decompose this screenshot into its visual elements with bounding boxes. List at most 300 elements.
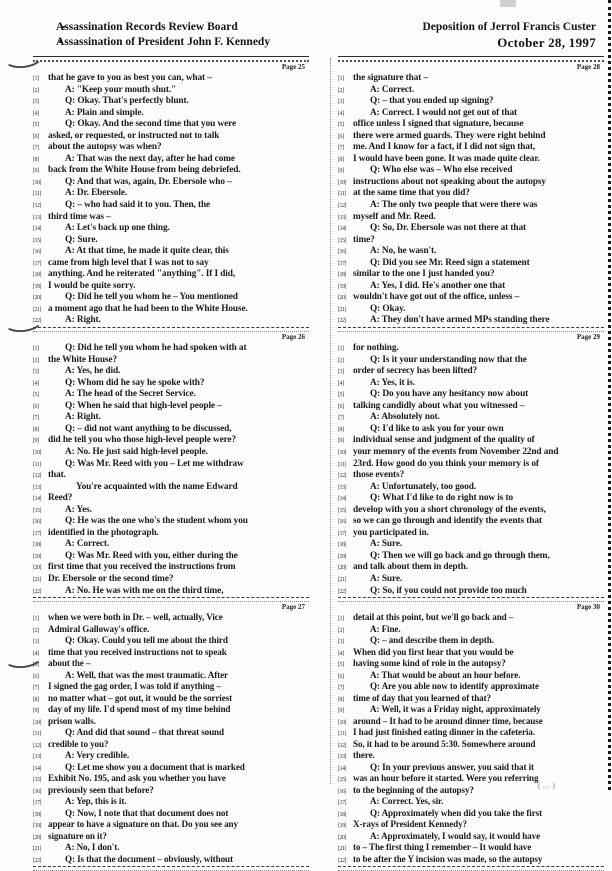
line-number: [7] bbox=[33, 145, 39, 152]
line-text: Q: Then we will go back and go through them, bbox=[370, 550, 550, 561]
line-number: [3] bbox=[33, 639, 39, 646]
line-text: Q: Did he tell you whom he – You mentioned bbox=[65, 292, 238, 303]
line-text: Admiral Galloway's office. bbox=[48, 623, 150, 634]
line-text: Q: Is it your understanding now that the bbox=[370, 354, 527, 365]
line-number: [15] bbox=[338, 237, 346, 244]
transcript-line bbox=[33, 188, 309, 200]
line-number: [6] bbox=[338, 133, 344, 140]
transcript-line bbox=[33, 119, 309, 131]
line-text: to – The first thing I remember – It would have bbox=[353, 842, 532, 853]
line-number: [11] bbox=[338, 191, 346, 198]
transcript-line bbox=[33, 470, 309, 482]
line-text: Q: When he said that high-level people – bbox=[65, 400, 222, 411]
line-text: you participated in. bbox=[353, 527, 429, 538]
line-text: A: Fine. bbox=[370, 623, 401, 634]
line-text: A: Correct. I would not get out of that bbox=[370, 107, 517, 118]
line-number: [8] bbox=[338, 696, 344, 703]
transcript-line bbox=[338, 539, 604, 551]
line-number: [3] bbox=[338, 99, 344, 106]
line-text: day of my life. I'd spend most of my time behind bbox=[48, 704, 231, 715]
transcript-line bbox=[33, 505, 309, 517]
line-number: [11] bbox=[33, 731, 41, 738]
line-number: [10] bbox=[338, 719, 346, 726]
line-text: A: Right. bbox=[65, 315, 101, 326]
transcript-line bbox=[33, 482, 309, 494]
transcript-line bbox=[33, 200, 309, 212]
transcript-line bbox=[338, 355, 604, 367]
org-name: Assassination Records Review Board bbox=[56, 21, 238, 33]
line-text: A: No. He just said high-level people. bbox=[65, 446, 208, 457]
line-text: A: Yep, this is it. bbox=[65, 796, 127, 807]
line-number: [22] bbox=[338, 857, 346, 864]
page-lines bbox=[33, 342, 309, 597]
line-number: [7] bbox=[338, 145, 344, 152]
line-text: myself and Mr. Reed. bbox=[353, 211, 436, 222]
transcript-line bbox=[33, 586, 309, 598]
page-number-label: Page 29 bbox=[576, 333, 600, 342]
line-text: time of day that you learned of that? bbox=[353, 692, 491, 703]
line-text: individual sense and judgment of the quality of bbox=[353, 435, 535, 446]
line-number: [12] bbox=[338, 742, 346, 749]
line-number: [5] bbox=[33, 662, 39, 669]
transcript-line bbox=[33, 797, 309, 809]
line-number: [9] bbox=[33, 708, 39, 715]
transcript-line bbox=[33, 212, 309, 224]
line-number: [14] bbox=[33, 226, 41, 233]
line-number: [13] bbox=[338, 214, 346, 221]
transcript-line bbox=[33, 165, 309, 177]
line-number: [15] bbox=[33, 507, 41, 514]
line-number: [20] bbox=[33, 834, 41, 841]
transcript-column-right bbox=[338, 56, 604, 871]
line-number: [22] bbox=[33, 588, 41, 595]
line-text: Q: So, Dr. Ebersole was not there at that bbox=[370, 223, 527, 234]
page-lines bbox=[338, 342, 604, 597]
transcript-line bbox=[33, 366, 309, 378]
line-text: Q: So, if you could not provide too much bbox=[370, 585, 527, 596]
line-text: A: Approximately, I would say, it would have bbox=[370, 830, 541, 841]
line-number: [22] bbox=[33, 857, 41, 864]
transcript-line bbox=[33, 528, 309, 540]
line-number: [7] bbox=[338, 415, 344, 422]
line-number: [17] bbox=[33, 530, 41, 537]
line-number: [13] bbox=[33, 754, 41, 761]
line-text: Q: Do you have any hesitancy now about bbox=[370, 389, 529, 400]
line-number: [19] bbox=[338, 823, 346, 830]
line-text: about the – bbox=[48, 658, 91, 669]
line-text: A: The only two people that were there was bbox=[370, 200, 538, 211]
line-number: [9] bbox=[338, 708, 344, 715]
line-text: A: Yes, it is. bbox=[370, 377, 415, 388]
page-section bbox=[33, 597, 309, 866]
line-number: [15] bbox=[338, 507, 346, 514]
line-number: [9] bbox=[33, 438, 39, 445]
line-number: [14] bbox=[338, 765, 346, 772]
line-text: A: Well, that was the most traumatic. After bbox=[65, 669, 228, 680]
transcript-line bbox=[338, 774, 604, 786]
line-text: A: Unfortunately, too good. bbox=[370, 481, 477, 492]
line-text: develop with you a short chronology of the events, bbox=[353, 504, 546, 515]
line-number: [3] bbox=[338, 369, 344, 376]
line-text: A: Correct. bbox=[370, 84, 415, 95]
transcript-line bbox=[33, 343, 309, 355]
transcript-line bbox=[338, 235, 604, 247]
line-number: [10] bbox=[338, 449, 346, 456]
line-text: first time that you received the instructions from bbox=[48, 562, 236, 573]
line-text: Q: – who had said it to you. Then, the bbox=[65, 200, 211, 211]
transcript-line bbox=[338, 258, 604, 270]
line-text: Q: Are you able now to identify approximate bbox=[370, 681, 539, 692]
scan-smudge bbox=[500, 0, 516, 7]
transcript-line bbox=[33, 378, 309, 390]
transcript-line bbox=[338, 740, 604, 752]
line-number: [11] bbox=[33, 191, 41, 198]
line-number: [20] bbox=[338, 565, 346, 572]
line-text: around – It had to be around dinner time, because bbox=[353, 715, 543, 726]
line-text: for nothing. bbox=[353, 343, 399, 354]
transcript-line bbox=[33, 412, 309, 424]
line-number: [7] bbox=[33, 415, 39, 422]
line-number: [21] bbox=[338, 306, 346, 313]
transcript-line bbox=[33, 355, 309, 367]
line-number: [5] bbox=[338, 662, 344, 669]
line-text: order of secrecy has been lifted? bbox=[353, 366, 478, 377]
line-number: [12] bbox=[33, 473, 41, 480]
line-text: Exhibit No. 195, and ask you whether you have bbox=[48, 773, 226, 784]
line-number: [18] bbox=[338, 811, 346, 818]
line-number: [21] bbox=[33, 846, 41, 853]
line-number: [18] bbox=[338, 272, 346, 279]
transcript-line bbox=[33, 281, 309, 293]
line-text: prison walls. bbox=[48, 715, 96, 726]
transcript-line bbox=[33, 855, 309, 867]
line-number: [20] bbox=[33, 565, 41, 572]
line-number: [20] bbox=[33, 295, 41, 302]
transcript-line bbox=[338, 142, 604, 154]
line-number: [8] bbox=[33, 426, 39, 433]
transcript-line bbox=[338, 482, 604, 494]
document-header-right bbox=[422, 20, 596, 50]
transcript-column-left bbox=[33, 56, 309, 871]
line-text: A: Dr. Ebersole. bbox=[65, 188, 128, 199]
page-lines bbox=[33, 72, 309, 327]
transcript-line bbox=[33, 435, 309, 447]
line-number: [21] bbox=[33, 576, 41, 583]
line-number: [19] bbox=[338, 553, 346, 560]
line-text: A: Yes. bbox=[65, 504, 92, 515]
line-number: [2] bbox=[338, 87, 344, 94]
deposition-date: October 28, 1997 bbox=[497, 35, 596, 50]
transcript-line bbox=[338, 832, 604, 844]
line-number: [16] bbox=[33, 519, 41, 526]
line-number: [15] bbox=[338, 777, 346, 784]
transcript-line bbox=[338, 108, 604, 120]
transcript-line bbox=[33, 613, 309, 625]
line-number: [20] bbox=[338, 295, 346, 302]
line-number: [8] bbox=[338, 426, 344, 433]
transcript-line bbox=[338, 505, 604, 517]
line-text: A: Sure. bbox=[370, 573, 403, 584]
line-number: [17] bbox=[338, 800, 346, 807]
line-number: [16] bbox=[338, 249, 346, 256]
transcript-line bbox=[33, 516, 309, 528]
line-text: and talk about them in depth. bbox=[353, 562, 468, 573]
line-text: Q: He was the one who's the student whom you bbox=[65, 516, 248, 527]
line-number: [16] bbox=[338, 788, 346, 795]
line-number: [11] bbox=[338, 461, 346, 468]
deposition-title: Deposition of Jerrol Francis Custer bbox=[422, 21, 596, 33]
line-number: [16] bbox=[33, 249, 41, 256]
transcript-line bbox=[33, 459, 309, 471]
case-title: Assassination of President John F. Kennedy bbox=[56, 36, 271, 48]
line-number: [19] bbox=[33, 553, 41, 560]
page-section bbox=[338, 327, 604, 597]
line-text: Q: What I'd like to do right now is to bbox=[370, 493, 513, 504]
line-text: was an hour before it started. Were you referring bbox=[353, 773, 539, 784]
line-text: me. And I know for a fact, if I did not sign that, bbox=[353, 142, 536, 153]
transcript-line bbox=[33, 154, 309, 166]
line-number: [10] bbox=[338, 179, 346, 186]
document-header-left bbox=[56, 20, 270, 50]
line-text: A: No, I don't. bbox=[65, 842, 120, 853]
transcript-line bbox=[33, 636, 309, 648]
line-number: [22] bbox=[33, 318, 41, 325]
line-number: [18] bbox=[33, 542, 41, 549]
line-text: A: That was the next day, after he had come bbox=[65, 153, 235, 164]
line-number: [21] bbox=[338, 576, 346, 583]
line-number: [1] bbox=[33, 616, 39, 623]
line-text: Q: And did that sound – that threat sound bbox=[65, 727, 224, 738]
line-text: Q: Did you see Mr. Reed sign a statement bbox=[370, 257, 530, 268]
page-lines bbox=[33, 612, 309, 866]
transcript-line bbox=[338, 493, 604, 505]
transcript-line bbox=[338, 562, 604, 574]
transcript-line bbox=[33, 682, 309, 694]
transcript-line bbox=[338, 85, 604, 97]
line-number: [5] bbox=[33, 392, 39, 399]
line-text: When did you first hear that you would be bbox=[353, 646, 514, 657]
transcript-line bbox=[33, 493, 309, 505]
transcript-line bbox=[338, 636, 604, 648]
line-number: [14] bbox=[33, 496, 41, 503]
line-text: Q: And that was, again, Dr. Ebersole who – bbox=[65, 176, 232, 187]
line-text: did he tell you who those high-level people were? bbox=[48, 435, 237, 446]
transcript-line bbox=[33, 574, 309, 586]
line-text: Q: – that you ended up signing? bbox=[370, 96, 494, 107]
line-number: [8] bbox=[33, 696, 39, 703]
line-number: [4] bbox=[33, 110, 39, 117]
transcript-line bbox=[338, 459, 604, 471]
line-text: to be after the Y incision was made, so the autopsy bbox=[353, 853, 543, 864]
line-text: Q: Was Mr. Reed with you, either during the bbox=[65, 550, 238, 561]
page-number-label: Page 25 bbox=[281, 63, 305, 71]
line-number: [6] bbox=[33, 133, 39, 140]
line-number: [1] bbox=[33, 346, 39, 353]
line-text: You're acquainted with the name Edward bbox=[76, 481, 238, 492]
transcript-line bbox=[338, 516, 604, 528]
line-number: [3] bbox=[33, 369, 39, 376]
transcript-line bbox=[338, 188, 604, 200]
line-number: [14] bbox=[33, 765, 41, 772]
transcript-line bbox=[338, 586, 604, 598]
scan-edge-line bbox=[608, 0, 611, 790]
line-text: A: Absolutely not. bbox=[370, 412, 440, 423]
transcript-line bbox=[338, 797, 604, 809]
line-number: [12] bbox=[338, 473, 346, 480]
line-text: instructions about not speaking about the autopsy bbox=[353, 176, 546, 187]
transcript-line bbox=[338, 315, 604, 327]
line-text: so we can go through and identify the events that bbox=[353, 516, 542, 527]
transcript-line bbox=[338, 528, 604, 540]
line-number: [2] bbox=[33, 627, 39, 634]
line-number: [16] bbox=[338, 519, 346, 526]
line-number: [6] bbox=[33, 403, 39, 410]
line-text: the White House? bbox=[48, 354, 117, 365]
line-text: Q: Let me show you a document that is marked bbox=[65, 761, 245, 772]
line-text: 23rd. How good do you think your memory is of bbox=[353, 458, 539, 469]
transcript-line bbox=[33, 401, 309, 413]
line-text: Q: Okay. bbox=[370, 303, 406, 314]
line-text: A: At that time, he made it quite clear, this bbox=[65, 246, 229, 257]
line-number: [17] bbox=[33, 800, 41, 807]
line-text: a moment ago that he had been to the White House. bbox=[48, 303, 248, 314]
line-text: when we were both in Dr. – well, actually, Vice bbox=[48, 612, 223, 623]
transcript-line bbox=[338, 177, 604, 189]
line-text: X-rays of President Kennedy? bbox=[353, 819, 467, 830]
transcript-line bbox=[33, 258, 309, 270]
transcript-line bbox=[33, 177, 309, 189]
page-lines bbox=[338, 72, 604, 327]
transcript-line bbox=[338, 154, 604, 166]
line-text: there were armed guards. They were right behind bbox=[353, 130, 546, 141]
illegible-footer-fragment: (…) bbox=[537, 781, 557, 790]
line-number: [22] bbox=[338, 588, 346, 595]
line-text: signature on it? bbox=[48, 830, 107, 841]
line-text: I would be quite sorry. bbox=[48, 280, 136, 291]
transcript-line bbox=[338, 96, 604, 108]
line-number: [18] bbox=[33, 272, 41, 279]
transcript-line bbox=[338, 281, 604, 293]
transcript-line bbox=[33, 304, 309, 316]
line-number: [12] bbox=[33, 203, 41, 210]
line-number: [5] bbox=[338, 122, 344, 129]
transcript-line bbox=[338, 470, 604, 482]
line-number: [15] bbox=[33, 777, 41, 784]
line-text: A: Right. bbox=[65, 412, 101, 423]
line-number: [5] bbox=[33, 122, 39, 129]
transcript-line bbox=[338, 401, 604, 413]
transcript-line bbox=[338, 378, 604, 390]
line-number: [9] bbox=[33, 168, 39, 175]
transcript-line bbox=[338, 551, 604, 563]
line-text: previously seen that before? bbox=[48, 784, 154, 795]
line-text: Q: Okay. Could you tell me about the third bbox=[65, 635, 228, 646]
transcript-line bbox=[33, 131, 309, 143]
transcript-line bbox=[338, 855, 604, 867]
line-number: [22] bbox=[338, 318, 346, 325]
line-text: A: "Keep your mouth shut." bbox=[65, 84, 177, 95]
page-divider-rule bbox=[33, 866, 309, 871]
line-text: Q: – and describe them in depth. bbox=[370, 635, 494, 646]
line-number: [1] bbox=[33, 76, 39, 82]
line-text: similar to the one I just handed you? bbox=[353, 269, 495, 280]
line-text: to the beginning of the autopsy? bbox=[353, 784, 474, 795]
line-number: [7] bbox=[33, 685, 39, 692]
line-text: A: Correct. bbox=[65, 539, 110, 550]
transcript-line bbox=[33, 389, 309, 401]
transcript-line bbox=[33, 142, 309, 154]
line-number: [11] bbox=[33, 461, 41, 468]
line-text: came from high level that I was not to say bbox=[48, 257, 209, 268]
line-number: [13] bbox=[338, 484, 346, 491]
line-number: [21] bbox=[338, 846, 346, 853]
line-number: [2] bbox=[33, 87, 39, 94]
line-text: A: Yes, he did. bbox=[65, 366, 121, 377]
transcript-line bbox=[338, 73, 604, 85]
line-number: [13] bbox=[33, 214, 41, 221]
line-text: Q: I'd like to ask you for your own bbox=[370, 423, 504, 434]
transcript-line bbox=[33, 786, 309, 798]
line-text: A: Let's back up one thing. bbox=[65, 223, 170, 234]
line-text: I would have been gone. It was made quite clear. bbox=[353, 153, 540, 164]
transcript-line bbox=[338, 200, 604, 212]
line-number: [3] bbox=[33, 99, 39, 106]
line-text: no matter what – got out, it would be the sorriest bbox=[48, 692, 233, 703]
line-text: I had just finished eating dinner in the cafeteria. bbox=[353, 727, 535, 738]
transcript-line bbox=[338, 751, 604, 763]
line-text: credible to you? bbox=[48, 738, 109, 749]
line-number: [19] bbox=[338, 283, 346, 290]
line-text: having some kind of role in the autopsy? bbox=[353, 658, 506, 669]
line-number: [19] bbox=[33, 283, 41, 290]
line-number: [4] bbox=[33, 380, 39, 387]
line-text: Q: Okay. And the second time that you were bbox=[65, 119, 236, 130]
line-number: [5] bbox=[338, 392, 344, 399]
line-number: [17] bbox=[338, 260, 346, 267]
line-number: [2] bbox=[338, 357, 344, 364]
line-number: [4] bbox=[338, 650, 344, 657]
line-text: time? bbox=[353, 234, 375, 245]
transcript-line bbox=[33, 235, 309, 247]
line-text: A: Correct. Yes, sir. bbox=[370, 796, 444, 807]
line-number: [4] bbox=[33, 650, 39, 657]
line-text: Reed? bbox=[48, 493, 73, 504]
transcript-line bbox=[338, 820, 604, 832]
line-text: Q: Approximately when did you take the first bbox=[370, 807, 543, 818]
line-number: [6] bbox=[338, 673, 344, 680]
transcript-line bbox=[338, 292, 604, 304]
line-text: at the same time that you did? bbox=[353, 188, 470, 199]
transcript-line bbox=[33, 728, 309, 740]
line-number: [2] bbox=[338, 627, 344, 634]
transcript-line bbox=[33, 315, 309, 327]
transcript-line bbox=[33, 108, 309, 120]
line-text: A: They don't have armed MPs standing there bbox=[370, 315, 550, 326]
line-number: [13] bbox=[33, 484, 41, 491]
transcript-line bbox=[338, 809, 604, 821]
line-text: office unless I signed that signature, because bbox=[353, 119, 524, 130]
transcript-line bbox=[338, 613, 604, 625]
line-text: third time was – bbox=[48, 211, 111, 222]
line-number: [18] bbox=[33, 811, 41, 818]
line-number: [1] bbox=[338, 346, 344, 353]
line-text: A: Yes, I did. He's another one that bbox=[370, 280, 506, 291]
line-text: about the autopsy was when? bbox=[48, 142, 162, 153]
transcript-line bbox=[338, 728, 604, 740]
transcript-line bbox=[338, 119, 604, 131]
line-text: identified in the photograph. bbox=[48, 527, 159, 538]
line-text: Q: Was Mr. Reed with you – Let me withdraw bbox=[65, 458, 244, 469]
